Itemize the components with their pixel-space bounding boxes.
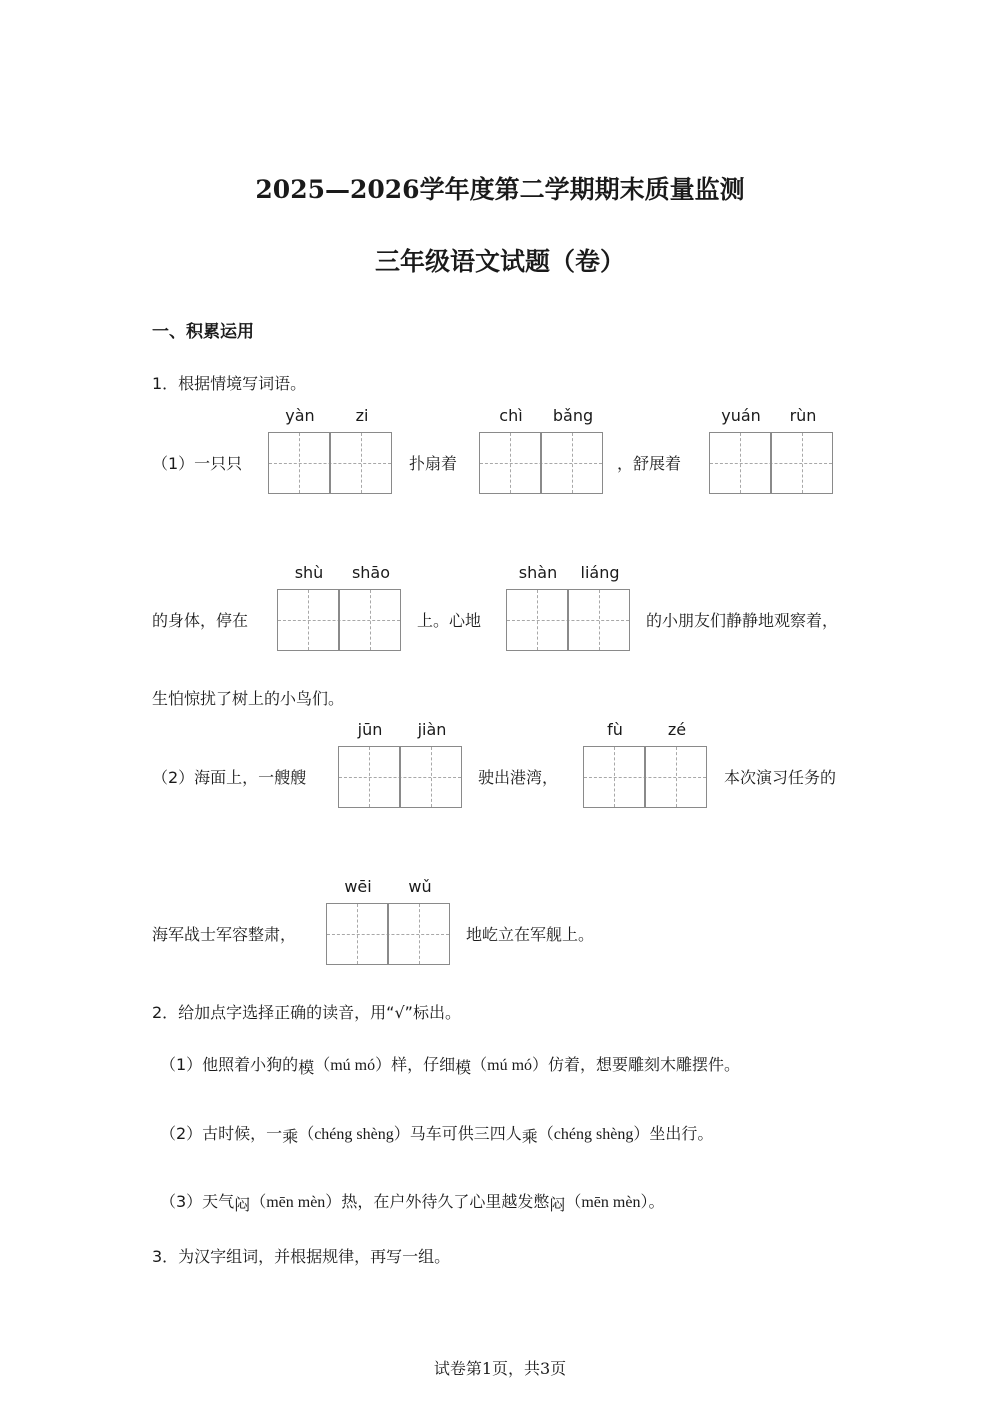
q1-part1-lead: （1）一只只: [152, 454, 243, 473]
q1-text: 海军战士军容整肃，: [152, 925, 297, 944]
q1-text: 本次演习任务的: [724, 768, 837, 787]
reading-options[interactable]: （chéng shèng）: [298, 1126, 410, 1143]
q2-item: （1）他照着小狗的模（mú mó）样，仔细模（mú mó）仿着，想要雕刻木雕摆件。: [160, 1055, 741, 1077]
q1-text: 驶出港湾，: [478, 768, 559, 787]
pinyin-writing-box[interactable]: [268, 406, 392, 494]
reading-options[interactable]: （mú mó）: [314, 1057, 392, 1074]
reading-options[interactable]: （mú mó）: [471, 1057, 549, 1074]
pinyin-writing-box[interactable]: [506, 563, 630, 651]
pinyin-label: chì: [499, 406, 523, 425]
pinyin-writing-box[interactable]: [479, 406, 603, 494]
dotted-character: 乘: [282, 1127, 299, 1146]
exam-subtitle: 三年级语文试题（卷）: [374, 247, 625, 276]
pinyin-label: zé: [667, 720, 687, 739]
q1-text: 生怕惊扰了树上的小鸟们。: [152, 689, 345, 708]
q1-text: 的身体，停在: [152, 611, 249, 630]
q1-text: ，舒展着: [617, 454, 682, 473]
pinyin-label: bǎng: [552, 406, 594, 425]
dotted-character: 模: [298, 1058, 315, 1077]
pinyin-label: shāo: [351, 563, 391, 582]
pinyin-label: yàn: [285, 406, 315, 425]
pinyin-writing-box[interactable]: [709, 406, 833, 494]
dotted-character: 乘: [521, 1127, 538, 1146]
pinyin-writing-box[interactable]: [583, 720, 707, 808]
pinyin-label: shàn: [518, 563, 558, 582]
q1-text: 上。心地: [417, 611, 482, 630]
question-3-prompt: 3．为汉字组词，并根据规律，再写一组。: [152, 1247, 451, 1266]
question-2-prompt: 2．给加点字选择正确的读音，用“√”标出。: [152, 1003, 461, 1022]
reading-options[interactable]: （mēn mèn）: [565, 1194, 649, 1211]
pinyin-label: wēi: [344, 877, 372, 896]
pinyin-label: jiàn: [417, 720, 447, 739]
pinyin-label: rùn: [789, 406, 817, 425]
pinyin-label: jūn: [357, 720, 383, 739]
pinyin-writing-box[interactable]: [326, 877, 450, 965]
dotted-character: 模: [455, 1058, 472, 1077]
q1-text: 地屹立在军舰上。: [466, 925, 595, 944]
section-heading: 一、积累运用: [152, 322, 254, 342]
question-1-prompt: 1．根据情境写词语。: [152, 374, 307, 393]
q2-item: （3）天气闷（mēn mèn）热，在户外待久了心里越发憋闷（mēn mèn）。: [160, 1192, 665, 1214]
page-footer: 试卷第1页，共3页: [433, 1359, 567, 1378]
pinyin-label: fù: [607, 720, 623, 739]
pinyin-label: shù: [294, 563, 324, 582]
pinyin-label: liáng: [580, 563, 620, 582]
pinyin-writing-box[interactable]: [338, 720, 462, 808]
dotted-character: 闷: [234, 1195, 251, 1214]
q2-item: （2）古时候，一乘（chéng shèng）马车可供三四人乘（chéng shèng）坐出行。: [160, 1124, 714, 1146]
reading-options[interactable]: （mēn mèn）: [250, 1194, 342, 1211]
q1-text: 扑扇着: [409, 454, 458, 473]
pinyin-writing-box[interactable]: [277, 563, 401, 651]
exam-title: 2025—2026学年度第二学期期末质量监测: [255, 175, 745, 204]
q1-part2-lead: （2）海面上，一艘艘: [152, 768, 307, 787]
pinyin-label: wǔ: [408, 877, 432, 896]
pinyin-label: yuán: [721, 406, 761, 425]
dotted-character: 闷: [549, 1195, 566, 1214]
pinyin-label: zi: [355, 406, 369, 425]
reading-options[interactable]: （chéng shèng）: [537, 1126, 650, 1143]
q1-text: 的小朋友们静静地观察着，: [646, 611, 839, 630]
